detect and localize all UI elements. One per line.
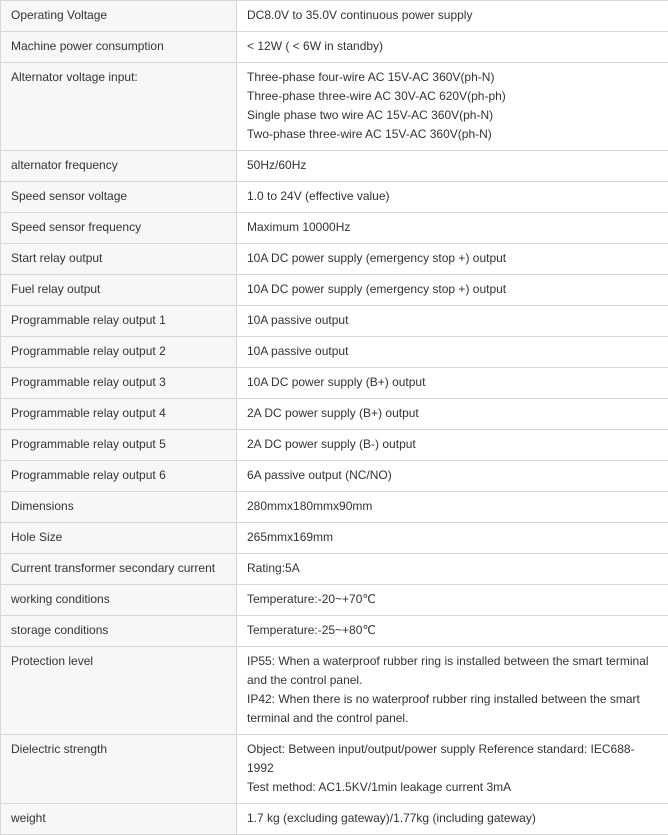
spec-value-line: IP55: When a waterproof rubber ring is installed between the smart terminal (247, 652, 658, 671)
spec-value (237, 430, 668, 461)
spec-value-line: Single phase two wire AC 15V-AC 360V(ph-N) (247, 106, 658, 125)
spec-value (237, 492, 668, 523)
spec-label: alternator frequency (1, 151, 237, 182)
spec-row (1, 244, 668, 275)
spec-value (237, 213, 668, 244)
spec-value-line: 10A DC power supply (emergency stop +) output (247, 249, 658, 268)
spec-value-line: 10A passive output (247, 342, 658, 361)
spec-value (237, 182, 668, 213)
spec-value-line: Maximum 10000Hz (247, 218, 658, 237)
spec-row (1, 647, 668, 735)
spec-value-line: 1.7 kg (excluding gateway)/1.77kg (including gateway) (247, 809, 658, 828)
spec-value-line: 2A DC power supply (B-) output (247, 435, 658, 454)
spec-value (237, 63, 668, 151)
spec-value-line: Temperature:-25~+80℃ (247, 621, 658, 640)
spec-value (237, 735, 668, 804)
spec-row (1, 213, 668, 244)
spec-row (1, 554, 668, 585)
spec-value-line: 6A passive output (NC/NO) (247, 466, 658, 485)
spec-label: Programmable relay output 1 (1, 306, 237, 337)
spec-label: Programmable relay output 4 (1, 399, 237, 430)
spec-label: Protection level (1, 647, 237, 735)
spec-value-line: 1.0 to 24V (effective value) (247, 187, 658, 206)
spec-value-line: 2A DC power supply (B+) output (247, 404, 658, 423)
spec-label: storage conditions (1, 616, 237, 647)
spec-row (1, 306, 668, 337)
spec-row (1, 151, 668, 182)
spec-value (237, 368, 668, 399)
spec-value-line: Three-phase four-wire AC 15V-AC 360V(ph-N) (247, 68, 658, 87)
spec-value-line: 50Hz/60Hz (247, 156, 658, 175)
spec-value (237, 337, 668, 368)
spec-value-line: IP42: When there is no waterproof rubber ring installed between the smart (247, 690, 658, 709)
spec-value-line: DC8.0V to 35.0V continuous power supply (247, 6, 658, 25)
spec-value-line: Two-phase three-wire AC 15V-AC 360V(ph-N) (247, 125, 658, 144)
spec-label: Programmable relay output 2 (1, 337, 237, 368)
spec-label: working conditions (1, 585, 237, 616)
spec-value (237, 554, 668, 585)
spec-value-line: < 12W ( < 6W in standby) (247, 37, 658, 56)
spec-label: Dielectric strength (1, 735, 237, 804)
spec-row (1, 492, 668, 523)
spec-row (1, 368, 668, 399)
spec-row (1, 275, 668, 306)
spec-value (237, 306, 668, 337)
spec-label: Machine power consumption (1, 32, 237, 63)
spec-value (237, 275, 668, 306)
spec-label: Alternator voltage input: (1, 63, 237, 151)
spec-row (1, 430, 668, 461)
spec-row (1, 616, 668, 647)
spec-value (237, 244, 668, 275)
spec-label: weight (1, 804, 237, 835)
spec-value-line: Test method: AC1.5KV/1min leakage current 3mA (247, 778, 658, 797)
spec-label: Programmable relay output 3 (1, 368, 237, 399)
spec-value (237, 616, 668, 647)
spec-value-line: 10A DC power supply (emergency stop +) output (247, 280, 658, 299)
spec-value-line: Temperature:-20~+70℃ (247, 590, 658, 609)
spec-row (1, 32, 668, 63)
spec-label: Start relay output (1, 244, 237, 275)
spec-value-line: and the control panel. (247, 671, 658, 690)
spec-value-line: Three-phase three-wire AC 30V-AC 620V(ph-ph) (247, 87, 658, 106)
spec-value-line: Object: Between input/output/power supply Reference standard: IEC688- (247, 740, 658, 759)
spec-row (1, 337, 668, 368)
spec-row (1, 182, 668, 213)
specification-table-body (1, 1, 668, 835)
spec-row (1, 461, 668, 492)
spec-row (1, 1, 668, 32)
spec-label: Speed sensor voltage (1, 182, 237, 213)
spec-label: Current transformer secondary current (1, 554, 237, 585)
spec-row (1, 585, 668, 616)
spec-row (1, 63, 668, 151)
spec-label: Hole Size (1, 523, 237, 554)
spec-value-line: 10A DC power supply (B+) output (247, 373, 658, 392)
spec-value (237, 461, 668, 492)
spec-value (237, 399, 668, 430)
spec-value-line: Rating:5A (247, 559, 658, 578)
spec-label: Programmable relay output 6 (1, 461, 237, 492)
spec-value-line: 10A passive output (247, 311, 658, 330)
spec-value (237, 151, 668, 182)
spec-row (1, 399, 668, 430)
spec-row (1, 735, 668, 804)
spec-value (237, 647, 668, 735)
spec-row (1, 804, 668, 835)
spec-value-line: 265mmx169mm (247, 528, 658, 547)
spec-label: Fuel relay output (1, 275, 237, 306)
spec-value (237, 32, 668, 63)
spec-value-line: 280mmx180mmx90mm (247, 497, 658, 516)
spec-label: Programmable relay output 5 (1, 430, 237, 461)
spec-label: Speed sensor frequency (1, 213, 237, 244)
spec-label: Operating Voltage (1, 1, 237, 32)
spec-value (237, 804, 668, 835)
spec-label: Dimensions (1, 492, 237, 523)
spec-value-line: terminal and the control panel. (247, 709, 658, 728)
spec-value (237, 585, 668, 616)
spec-value (237, 523, 668, 554)
spec-value-line: 1992 (247, 759, 658, 778)
spec-row (1, 523, 668, 554)
spec-value (237, 1, 668, 32)
